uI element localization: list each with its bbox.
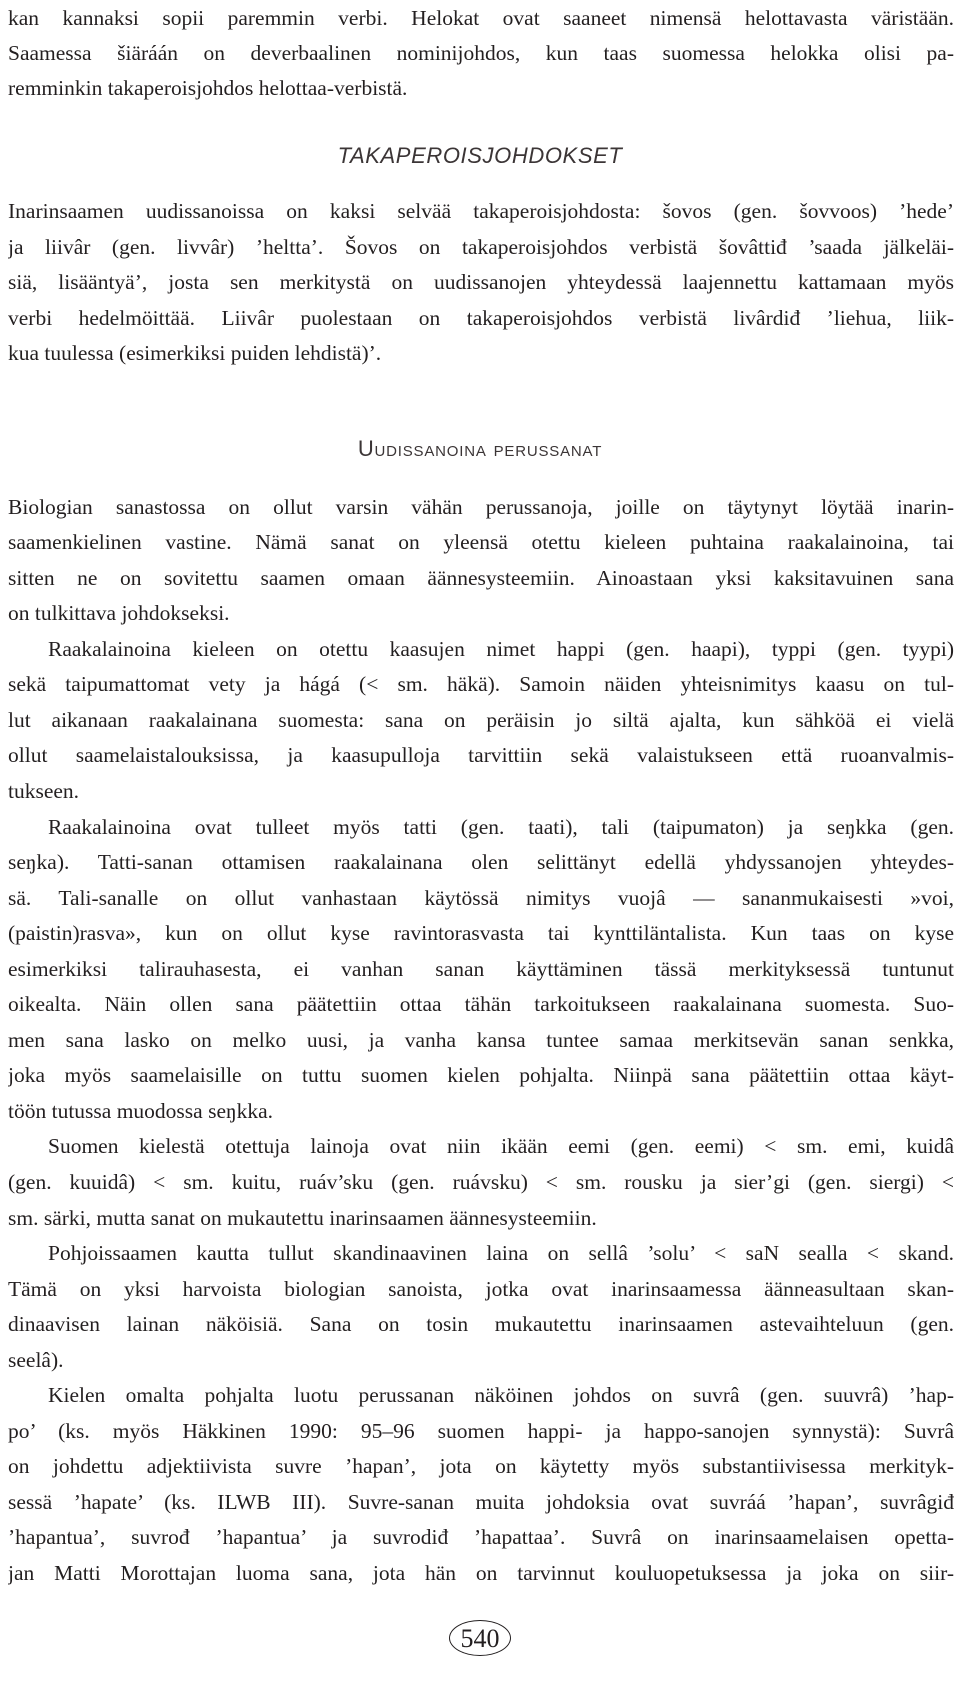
text-line: lut aikanaan raakalainana suomesta: sana on peräisin jo siltä ajalta, kun sähköä ei vielä <box>8 708 954 732</box>
text-line: sekä taipumattomat vety ja hágá (< sm. häkä). Samoin näiden yhteisnimitys kaasu on tul- <box>8 672 954 696</box>
text-line: sitten ne on sovitettu saamen omaan äännesysteemiin. Ainoastaan yksi kaksitavuinen sana <box>8 566 954 590</box>
text-line: po’ (ks. myös Häkkinen 1990: 95–96 suomen happi- ja happo-sanojen synnystä): Suvrâ <box>8 1419 954 1443</box>
text-line: Suomen kielestä otettuja lainoja ovat niin ikään eemi (gen. eemi) < sm. emi, kuidâ <box>48 1134 954 1158</box>
text-line: sessä ’hapate’ (ks. ILWB III). Suvre-sanan muita johdoksia ovat suvráá ’hapan’, suvrâgiđ <box>8 1490 954 1514</box>
section-heading-basic-words: Uudissanoina perussanat <box>357 436 603 461</box>
text-line: ’hapantua’, suvrođ ’hapantua’ ja suvrodiđ ’hapattaa’. Suvrâ on inarinsaamelaisen opetta- <box>8 1525 954 1549</box>
text-line: Tämä on yksi harvoista biologian sanoista, jotka ovat inarinsaamessa äänneasultaan skan- <box>8 1277 954 1301</box>
text-line: Saamessa šiäráán on deverbaalinen nominijohdos, kun taas suomessa helokka olisi pa- <box>8 41 954 65</box>
page-number: 540 <box>449 1620 511 1656</box>
text-line: verbi hedelmöittää. Liivâr puolestaan on takaperoisjohdos verbistä livârdiđ ’liehua, liik- <box>8 306 954 330</box>
text-line: remminkin takaperoisjohdos helottaa-verbistä. <box>8 76 408 100</box>
text-line: men sana lasko on melko uusi, ja vanha kansa tuntee samaa merkitsevän sanan senkka, <box>8 1028 954 1052</box>
section-heading-derivations: TAKAPEROISJOHDOKSET <box>337 143 623 168</box>
text-line: Raakalainoina ovat tulleet myös tatti (gen. taati), tali (taipumaton) ja seŋkka (gen. <box>48 815 954 839</box>
text-line: (paistin)rasva», kun on ollut kyse ravintorasvasta tai kynttiläntalista. Kun taas on kyse <box>8 921 954 945</box>
text-line: on johdettu adjektiivista suvre ’hapan’, jota on käytetty myös substantiivisessa merkityk- <box>8 1454 954 1478</box>
text-line: (gen. kuuidâ) < sm. kuitu, ruáv’sku (gen. ruávsku) < sm. rousku ja sier’gi (gen. siergi) < <box>8 1170 954 1194</box>
text-line: Biologian sanastossa on ollut varsin vähän perussanoja, joille on täytynyt löytää inarin- <box>8 495 954 519</box>
text-line: Pohjoissaamen kautta tullut skandinaavinen laina on sellâ ’solu’ < saN sealla < skand. <box>48 1241 954 1265</box>
text-line: joka myös saamelaisille on tuttu suomen kielen pohjalta. Niinpä sana päätettiin ottaa käyt- <box>8 1063 954 1087</box>
text-line: dinaavisen lainan näköisiä. Sana on tosin mukautettu inarinsaamen astevaihteluun (gen. <box>8 1312 954 1336</box>
text-line: ja liivâr (gen. livvâr) ’heltta’. Šovos on takaperoisjohdos verbistä šovâttiđ ’saada jälkeläi- <box>8 235 954 259</box>
text-line: Inarinsaamen uudissanoissa on kaksi selvää takaperoisjohdosta: šovos (gen. šovvoos) ’hede’ <box>8 199 954 223</box>
text-line: seŋka). Tatti-sanan ottamisen raakalainana olen selittänyt edellä yhdyssanojen yhteydes- <box>8 850 954 874</box>
text-line: sä. Tali-sanalle on ollut vanhastaan käytössä nimitys vuojâ — sananmukaisesti »voi, <box>8 886 954 910</box>
text-line: sm. särki, mutta sanat on mukautettu inarinsaamen äännesysteemiin. <box>8 1206 597 1230</box>
text-line: tukseen. <box>8 779 80 803</box>
text-line: töön tutussa muodossa seŋkka. <box>8 1099 274 1123</box>
text-line: esimerkiksi talirauhasesta, ei vanhan sanan käyttäminen tässä merkityksessä tuntunut <box>8 957 954 981</box>
text-line: on tulkittava johdokseksi. <box>8 601 230 625</box>
text-line: seelâ). <box>8 1348 64 1372</box>
text-line: ollut saamelaistalouksissa, ja kaasupulloja tarvittiin sekä valaistukseen että ruoanvalmis- <box>8 743 954 767</box>
text-line: kua tuulessa (esimerkiksi puiden lehdistä)’. <box>8 341 382 365</box>
text-line: saamenkielinen vastine. Nämä sanat on yleensä otettu kieleen puhtaina raakalainoina, tai <box>8 530 954 554</box>
text-line: jan Matti Morottajan luoma sana, jota hän on tarvinnut kouluopetuksessa ja joka on siir- <box>8 1561 954 1585</box>
text-line: siä, lisääntyä’, josta sen merkitystä on uudissanojen yhteydessä laajennettu kattamaan myös <box>8 270 954 294</box>
text-line: Kielen omalta pohjalta luotu perussanan näköinen johdos on suvrâ (gen. suuvrâ) ’hap- <box>48 1383 954 1407</box>
text-line: oikealta. Näin ollen sana päätettiin ottaa tähän tarkoitukseen raakalainana suomesta. Suo- <box>8 992 954 1016</box>
text-line: kan kannaksi sopii paremmin verbi. Helokat ovat saaneet nimensä helottavasta väristään. <box>8 6 954 30</box>
text-line: Raakalainoina kieleen on otettu kaasujen nimet happi (gen. haapi), typpi (gen. tyypi) <box>48 637 954 661</box>
